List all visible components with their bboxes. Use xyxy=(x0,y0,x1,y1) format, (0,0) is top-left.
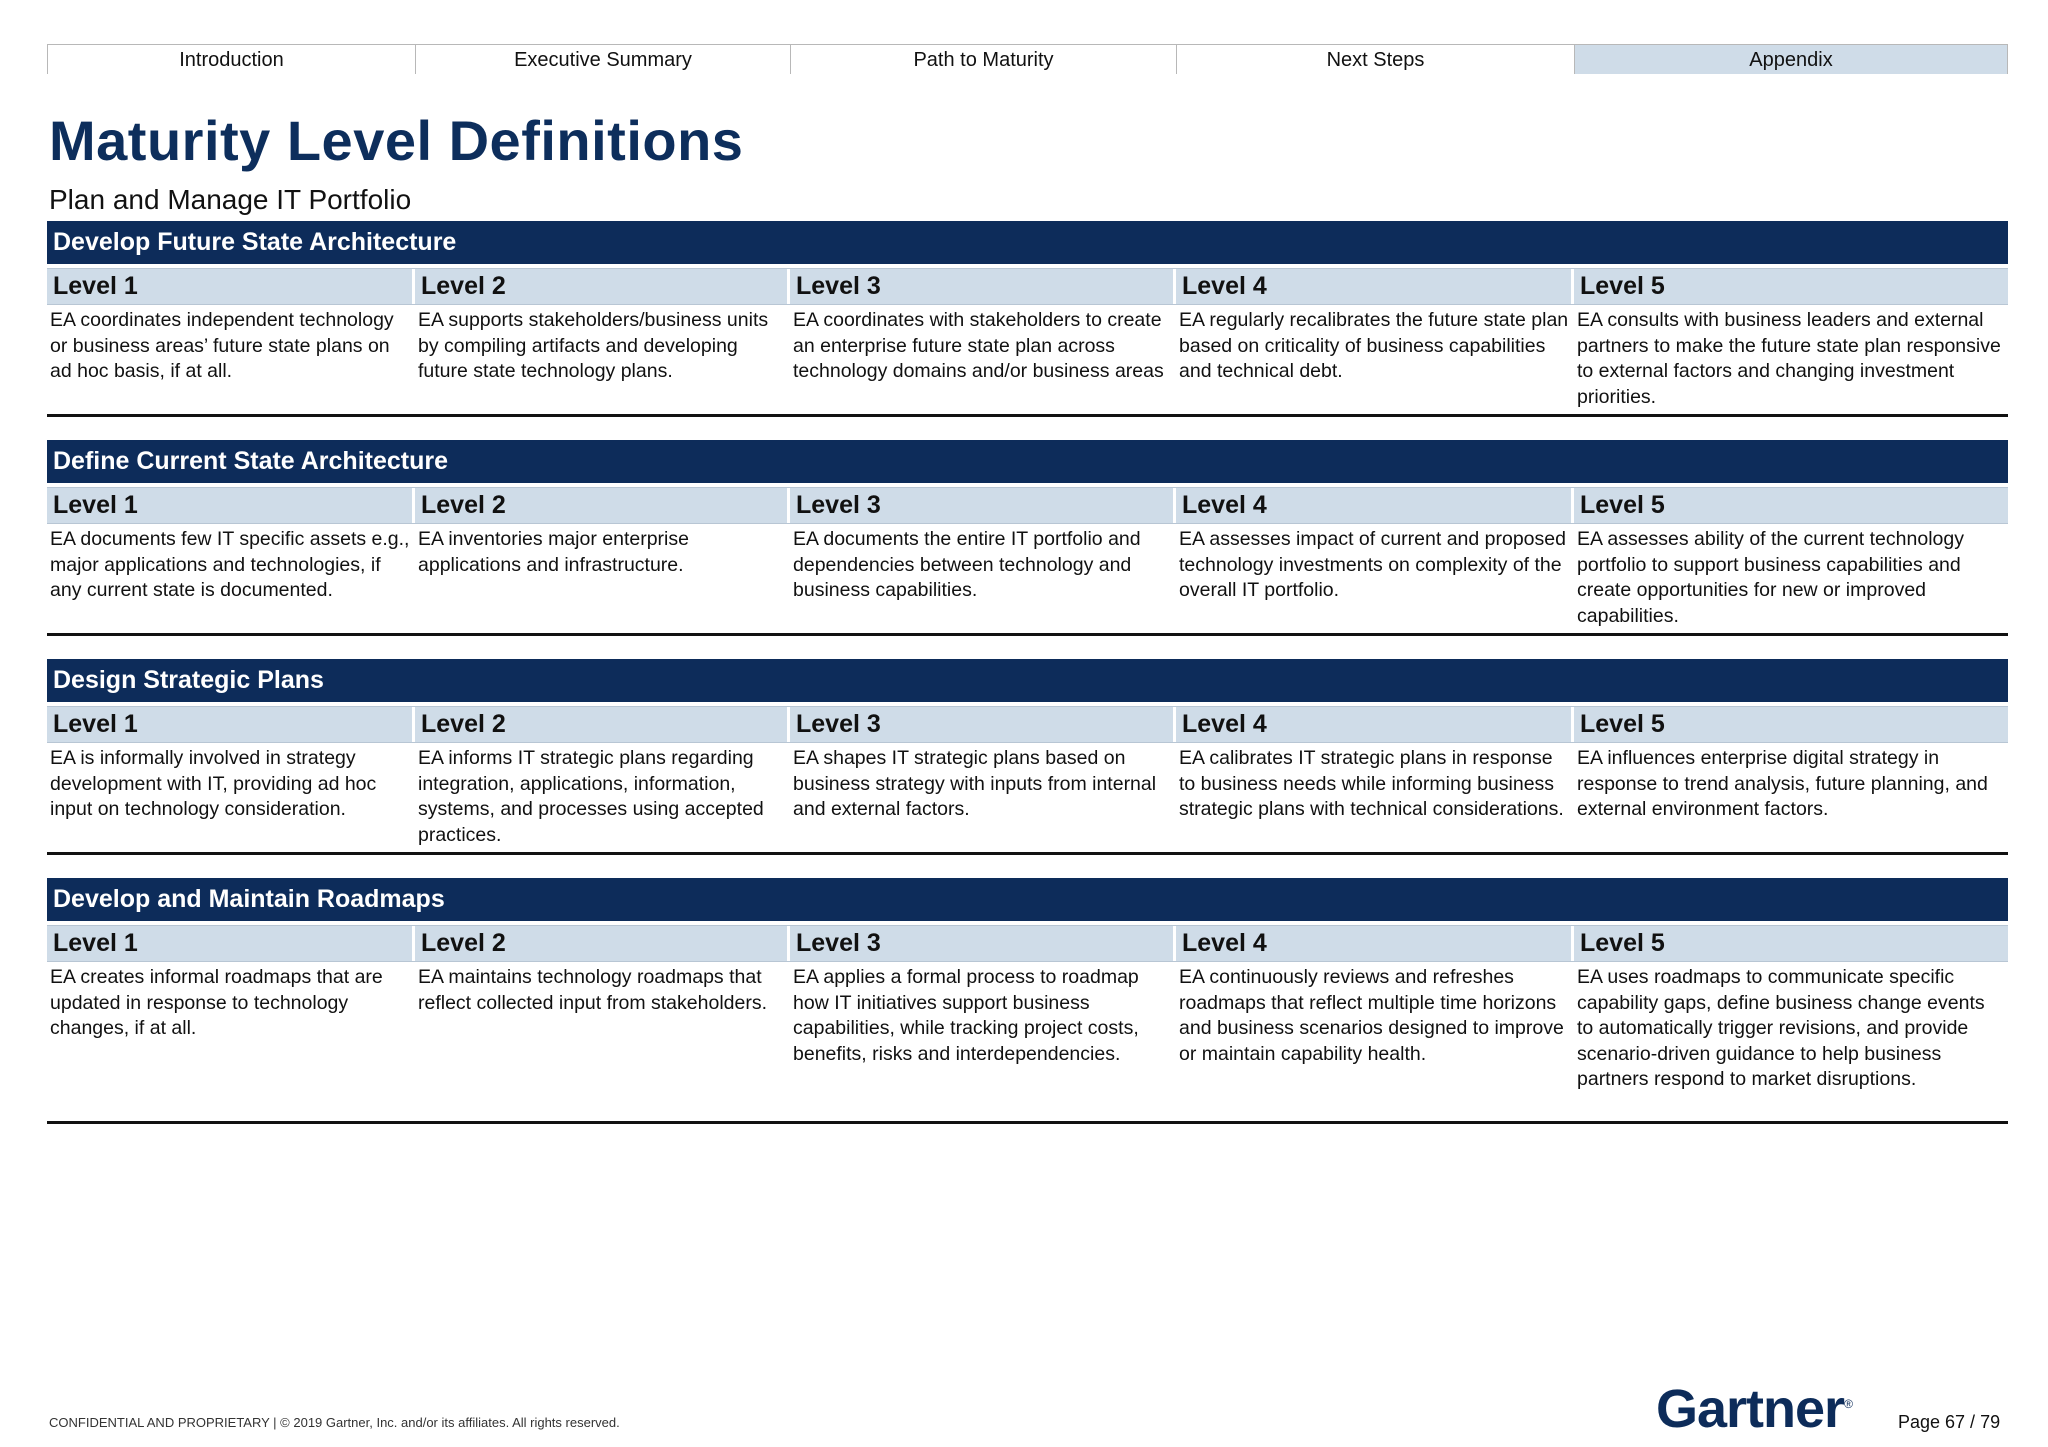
page-subtitle: Plan and Manage IT Portfolio xyxy=(49,184,412,215)
section-title: Design Strategic Plans xyxy=(47,659,2008,702)
section-table xyxy=(47,440,2008,636)
level-2-heading: Level 2 xyxy=(415,707,790,742)
top-nav xyxy=(47,44,2008,74)
gartner-logo xyxy=(1656,1378,1852,1440)
level-2-description: EA supports stakeholders/business units by compiling artifacts and developing future state technology plans. xyxy=(418,309,769,382)
level-3-description: EA shapes IT strategic plans based on business strategy with inputs from internal and external factors. xyxy=(793,747,1157,820)
tab-introduction[interactable]: Introduction xyxy=(47,45,415,74)
level-1-description: EA coordinates independent technology or business areas’ future state plans on ad hoc basis, if at all. xyxy=(50,309,394,382)
tab-executive-summary[interactable]: Executive Summary xyxy=(415,45,790,74)
section-table xyxy=(47,659,2008,855)
section-table xyxy=(47,221,2008,417)
levels-row xyxy=(47,925,2008,962)
level-3-heading: Level 3 xyxy=(790,488,1176,523)
level-2-description: EA informs IT strategic plans regarding integration, applications, information, systems, and processes using accepted practices. xyxy=(418,747,764,846)
level-4-description: EA assesses impact of current and proposed technology investments on complexity of the overall IT portfolio. xyxy=(1179,528,1566,601)
level-5-heading: Level 5 xyxy=(1580,491,1665,519)
level-5-heading: Level 5 xyxy=(1580,929,1665,957)
level-3-heading: Level 3 xyxy=(790,707,1176,742)
level-2-heading: Level 2 xyxy=(415,926,790,961)
level-1-description: EA documents few IT specific assets e.g., major applications and technologies, if any current state is documented. xyxy=(50,528,410,601)
level-1-heading: Level 1 xyxy=(47,926,415,961)
level-2-heading: Level 2 xyxy=(415,488,790,523)
section-define-current-state xyxy=(47,440,2008,636)
section-title: Develop Future State Architecture xyxy=(47,221,2008,264)
level-4-description: EA calibrates IT strategic plans in response to business needs while informing business strategic plans with technical considerations. xyxy=(1179,747,1564,820)
level-2-description: EA maintains technology roadmaps that reflect collected input from stakeholders. xyxy=(418,966,768,1014)
level-4-description: EA continuously reviews and refreshes roadmaps that reflect multiple time horizons and business scenarios designed to improve or maintain capability health. xyxy=(1179,966,1564,1065)
section-develop-maintain-roadmaps xyxy=(47,878,2008,1124)
level-4-heading: Level 4 xyxy=(1176,269,1574,304)
level-1-heading: Level 1 xyxy=(47,269,415,304)
level-1-description: EA creates informal roadmaps that are updated in response to technology changes, if at all. xyxy=(50,966,383,1039)
page-number: Page 67 / 79 xyxy=(1898,1412,2001,1432)
level-3-description: EA applies a formal process to roadmap how IT initiatives support business capabilities, while tracking project costs, benefits, risks and interdependencies. xyxy=(793,966,1139,1065)
level-5-description: EA consults with business leaders and external partners to make the future state plan responsive to external factors and changing investment priorities. xyxy=(1577,309,2001,408)
section-design-strategic-plans xyxy=(47,659,2008,855)
level-4-description: EA regularly recalibrates the future state plan based on criticality of business capabilities and technical debt. xyxy=(1179,309,1569,382)
registered-mark: ® xyxy=(1844,1397,1852,1411)
level-1-heading: Level 1 xyxy=(47,707,415,742)
level-5-heading: Level 5 xyxy=(1580,710,1665,738)
section-title: Define Current State Architecture xyxy=(47,440,2008,483)
tab-path-to-maturity[interactable]: Path to Maturity xyxy=(790,45,1176,74)
level-4-heading: Level 4 xyxy=(1176,488,1574,523)
level-2-description: EA inventories major enterprise applications and infrastructure. xyxy=(418,528,689,576)
level-2-heading: Level 2 xyxy=(415,269,790,304)
level-1-heading: Level 1 xyxy=(47,488,415,523)
level-4-heading: Level 4 xyxy=(1176,926,1574,961)
section-develop-future-state xyxy=(47,221,2008,417)
levels-row xyxy=(47,487,2008,524)
level-3-heading: Level 3 xyxy=(790,269,1176,304)
level-3-heading: Level 3 xyxy=(790,926,1176,961)
level-4-heading: Level 4 xyxy=(1176,707,1574,742)
brand-name: Gartner xyxy=(1656,1379,1845,1439)
tab-next-steps[interactable]: Next Steps xyxy=(1176,45,1574,74)
page-title: Maturity Level Definitions xyxy=(49,109,744,172)
confidential-notice: CONFIDENTIAL AND PROPRIETARY | © 2019 Gartner, Inc. and/or its affiliates. All rights reserved. xyxy=(49,1415,620,1430)
tab-appendix[interactable]: Appendix xyxy=(1574,45,2008,74)
level-5-heading: Level 5 xyxy=(1580,272,1665,300)
descriptions-row xyxy=(47,305,2008,410)
levels-row xyxy=(47,706,2008,743)
descriptions-row xyxy=(47,743,2008,848)
descriptions-row xyxy=(47,524,2008,629)
level-5-description: EA influences enterprise digital strategy in response to trend analysis, future planning, and external environment factors. xyxy=(1577,747,1988,820)
level-3-description: EA documents the entire IT portfolio and dependencies between technology and business capabilities. xyxy=(793,528,1141,601)
levels-row xyxy=(47,268,2008,305)
descriptions-row xyxy=(47,962,2008,1093)
level-5-description: EA assesses ability of the current technology portfolio to support business capabilities and create opportunities for new or improved capabilities. xyxy=(1577,528,1964,627)
section-title: Develop and Maintain Roadmaps xyxy=(47,878,2008,921)
section-table xyxy=(47,878,2008,1124)
level-3-description: EA coordinates with stakeholders to create an enterprise future state plan across technology domains and/or business areas xyxy=(793,309,1164,382)
level-5-description: EA uses roadmaps to communicate specific capability gaps, define business change events to automatically trigger revisions, and provide scenario-driven guidance to help business partners respond to market disruptions. xyxy=(1577,966,1985,1090)
level-1-description: EA is informally involved in strategy development with IT, providing ad hoc input on technology consideration. xyxy=(50,747,377,820)
